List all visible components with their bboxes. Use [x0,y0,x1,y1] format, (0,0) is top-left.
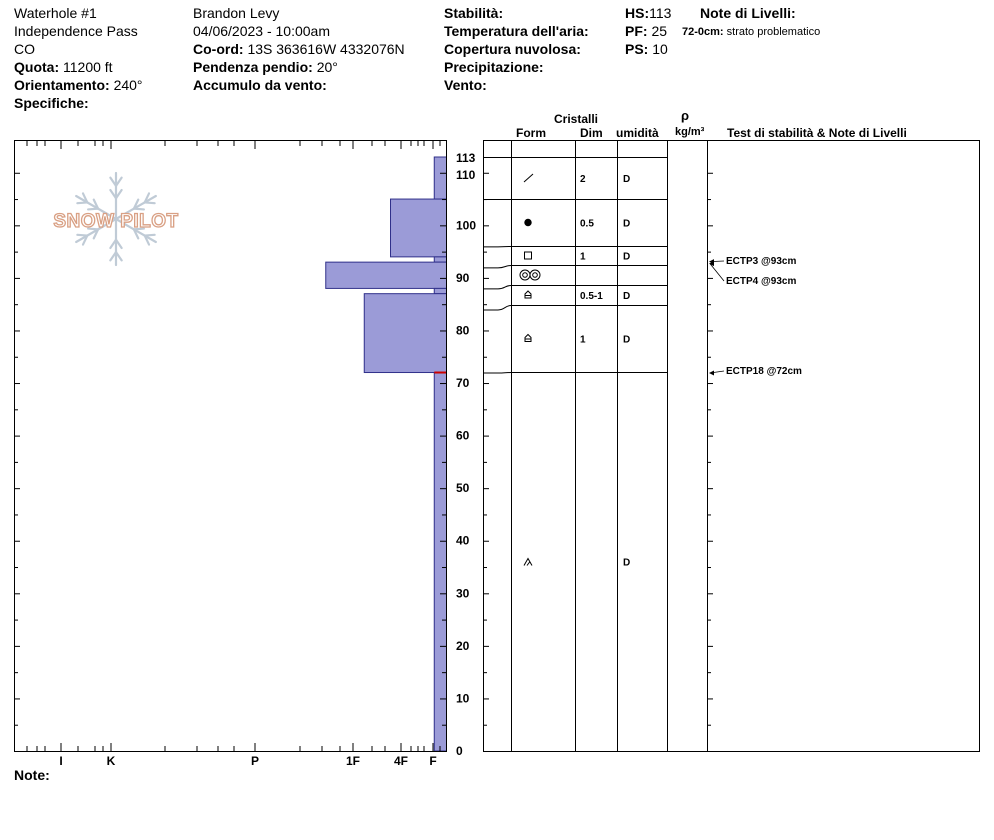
y-tick-label: 30 [456,586,470,601]
aspect-value: 240° [113,77,143,93]
hardness-bar [364,294,446,373]
stability-test [709,256,796,267]
snowflake-branch [145,235,155,236]
elevation-label: Quota: [14,59,60,75]
snowflake-branch [134,209,144,210]
hardness-bar [434,257,446,262]
observer-name: Brandon Levy [193,5,280,21]
notes-label: Note: [14,767,50,783]
hardness-chart-frame [15,141,447,752]
stability-test-label: ECTP4 @93cm [726,276,797,287]
moisture-value: D [623,291,631,302]
wind-loading-label: Accumulo da vento: [193,77,327,93]
crystal-size: 0.5-1 [580,291,603,302]
crystal-size: 0.5 [580,218,594,230]
snowflake-branch [77,235,87,236]
layer-note-depth: 72-0cm: [682,26,724,38]
crystal-size: 1 [580,251,586,263]
depth-connector [483,306,511,310]
y-tick-label: 60 [456,428,470,443]
pf-label: PF: [625,23,648,39]
size-header: Dim [580,126,603,140]
x-tick-label: F [429,754,437,768]
ps-value: 10 [652,41,668,57]
crystal-form-icon [524,559,532,566]
slope-value: 20° [316,59,338,75]
x-tick-label: 1F [345,754,361,768]
stability-label: Stabilità: [444,5,504,21]
crystal-form-icon [525,219,531,225]
form-header: Form [516,126,546,140]
moisture-value: D [623,218,631,230]
hs-label: HS: [625,5,650,21]
snowpilot-logo [53,173,178,265]
crystals-header: Cristalli [554,112,599,126]
x-tick-label: 4F [393,754,409,768]
coord-value: 13S 363616W 4332076N [247,41,405,57]
coord-label: Co-ord: [193,41,244,57]
moisture-value: D [623,174,631,185]
state-name: CO [14,41,35,57]
crystal-form-icon [525,291,531,298]
specifics-label: Specifiche: [14,95,89,111]
y-tick-label: 20 [456,638,470,653]
hardness-bar [326,262,447,288]
hardness-bar [434,373,446,751]
layer-note-text: strato problematico [726,26,821,38]
crystal-form-icon [520,270,540,280]
wind-label: Vento: [444,77,487,93]
ps-label: PS: [625,41,649,57]
stability-test-label: ECTP18 @72cm [726,366,802,377]
moisture-header: umidità [616,126,659,140]
cloud-cover-label: Copertura nuvolosa: [444,41,581,57]
layer-notes-label: Note di Livelli: [700,5,796,21]
hardness-bar [434,288,446,293]
y-tick-label: 110 [456,167,476,182]
density-unit-header: kg/m³ [675,126,705,138]
x-tick-label: P [250,754,260,768]
logo-text: SNOW PILOT [53,211,179,232]
hardness-bar [434,157,446,199]
location-name: Independence Pass [14,23,138,39]
aspect-label: Orientamento: [14,77,110,93]
elevation-value: 11200 ft [63,59,113,75]
precipitation-label: Precipitazione: [444,59,544,75]
observation-datetime: 04/06/2023 - 10:00am [193,23,330,39]
moisture-value: D [623,251,631,263]
crystal-form-icon [525,252,532,259]
crystal-form-icon [524,174,533,182]
hs-value: 113 [649,5,672,21]
x-tick-label: K [106,754,116,768]
y-tick-label: 90 [456,270,470,285]
y-tick-label: 40 [456,533,470,548]
y-tick-label: 50 [456,481,470,496]
hardness-bar [391,199,447,257]
crystal-table-frame [484,141,980,752]
air-temp-label: Temperatura dell'aria: [444,23,589,39]
depth-connector [483,266,511,268]
site-name: Waterhole #1 [14,5,97,21]
crystal-size: 2 [580,174,586,185]
moisture-value: D [623,557,631,569]
crystal-form-icon [525,335,531,342]
y-tick-label: 10 [456,691,470,706]
x-tick-label: I [59,754,63,768]
depth-connector [483,286,511,289]
moisture-value: D [623,334,631,346]
y-tick-label: 70 [456,376,470,391]
depth-connector [483,373,511,374]
snowflake-branch [77,202,87,203]
crystal-size: 1 [580,334,586,346]
y-tick-label: 100 [456,218,477,233]
y-tick-label: 0 [456,744,463,758]
snowflake-branch [145,202,155,203]
stability-test [709,366,802,377]
slope-label: Pendenza pendio: [193,59,313,75]
pf-value: 25 [651,23,668,39]
stability-tests-header: Test di stabilità & Note di Livelli [727,126,907,140]
stability-test-label: ECTP3 @93cm [726,256,797,267]
snowflake-branch [88,209,98,210]
y-tick-label: 113 [456,151,476,165]
y-tick-label: 80 [456,323,470,338]
rho-header: ρ [681,108,690,123]
